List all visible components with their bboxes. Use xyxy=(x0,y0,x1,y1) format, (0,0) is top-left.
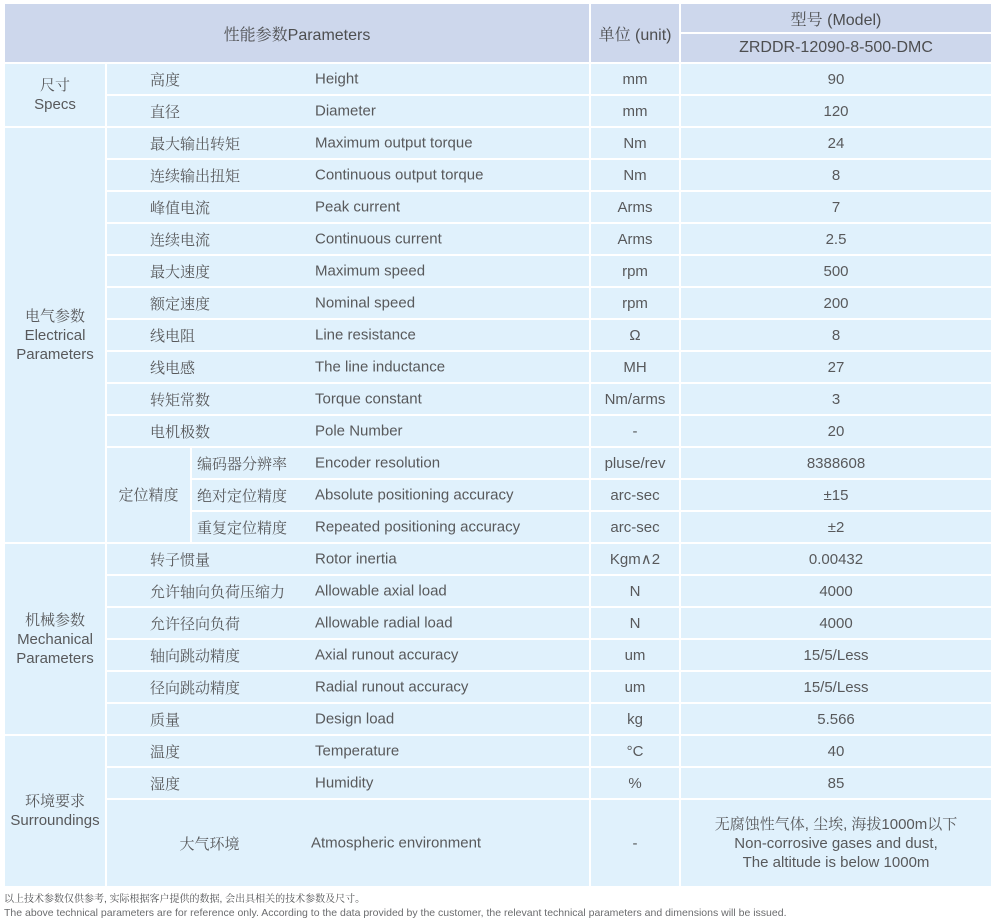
param-cell xyxy=(107,96,589,126)
param-name-zh: 最大速度 xyxy=(150,263,211,281)
table-row xyxy=(5,224,991,254)
table-row xyxy=(5,576,991,606)
section-en: Electrical Parameters xyxy=(16,326,94,363)
table-row xyxy=(5,96,991,126)
param-name-en: Maximum speed xyxy=(315,261,426,279)
table-row xyxy=(5,640,991,670)
section-zh: 环境要求 xyxy=(24,793,85,810)
parameters-header: 性能参数Parameters xyxy=(5,4,589,62)
value-cell: 7 xyxy=(681,192,991,222)
value-cell: ±15 xyxy=(681,480,991,510)
unit-cell: °C xyxy=(591,736,679,766)
footnotes xyxy=(4,893,1000,921)
param-cell xyxy=(107,800,589,886)
spec-table xyxy=(3,2,993,888)
param-cell xyxy=(107,640,589,670)
unit-cell: rpm xyxy=(591,256,679,286)
param-name-en: Temperature xyxy=(315,741,400,759)
param-name-en: Continuous current xyxy=(315,229,442,247)
param-cell xyxy=(192,512,589,542)
unit-cell: Nm xyxy=(591,128,679,158)
value-cell: 4000 xyxy=(681,608,991,638)
param-cell xyxy=(107,256,589,286)
param-name-zh: 转矩常数 xyxy=(150,391,211,409)
section-zh: 机械参数 xyxy=(24,611,85,629)
param-name-en: Maximum output torque xyxy=(315,133,473,151)
unit-cell: N xyxy=(591,576,679,606)
param-cell xyxy=(107,384,589,414)
unit-cell: Arms xyxy=(591,224,679,254)
param-name-zh: 直径 xyxy=(150,103,181,121)
param-name-en: Axial runout accuracy xyxy=(315,645,459,663)
unit-cell: arc-sec xyxy=(591,512,679,542)
value-line: The altitude is below 1000m xyxy=(742,853,930,871)
unit-cell: kg xyxy=(591,704,679,734)
unit-cell: Arms xyxy=(591,192,679,222)
param-name-en: Peak current xyxy=(315,197,401,215)
param-name-en: Radial runout accuracy xyxy=(315,677,469,695)
value-cell: 200 xyxy=(681,288,991,318)
table-row xyxy=(5,128,991,158)
param-cell xyxy=(107,768,589,798)
param-name-zh: 峰值电流 xyxy=(150,199,211,217)
param-name-en: Diameter xyxy=(315,101,376,119)
value-cell: 120 xyxy=(681,96,991,126)
unit-cell: rpm xyxy=(591,288,679,318)
param-name-en: Humidity xyxy=(315,773,374,791)
param-cell xyxy=(107,64,589,94)
table-row xyxy=(5,352,991,382)
section-en: Mechanical Parameters xyxy=(16,630,94,667)
param-cell xyxy=(107,320,589,350)
param-name-zh: 温度 xyxy=(150,743,181,761)
table-row xyxy=(5,768,991,798)
param-cell xyxy=(107,224,589,254)
subgroup-cell-positioning-accuracy: 定位精度 xyxy=(107,448,190,542)
table-header-row xyxy=(5,4,991,32)
param-name-zh: 径向跳动精度 xyxy=(150,679,241,697)
table-row xyxy=(5,256,991,286)
unit-cell: um xyxy=(591,640,679,670)
section-cell-specs xyxy=(5,64,105,126)
unit-cell: MH xyxy=(591,352,679,382)
value-cell: 5.566 xyxy=(681,704,991,734)
table-row xyxy=(5,736,991,766)
value-cell: 85 xyxy=(681,768,991,798)
value-cell: 15/5/Less xyxy=(681,640,991,670)
param-name-zh: 线电感 xyxy=(150,359,196,377)
unit-cell: um xyxy=(591,672,679,702)
param-name-zh: 质量 xyxy=(150,711,181,729)
param-name-en: Rotor inertia xyxy=(315,549,397,567)
value-cell: 3 xyxy=(681,384,991,414)
table-row xyxy=(5,384,991,414)
param-name-zh: 转子惯量 xyxy=(150,551,211,569)
param-cell xyxy=(107,160,589,190)
param-name-en: Atmospheric environment xyxy=(311,833,482,851)
param-name-en: Allowable radial load xyxy=(315,613,453,631)
value-cell: 0.00432 xyxy=(681,544,991,574)
section-cell-mechanical xyxy=(5,544,105,734)
value-cell: 90 xyxy=(681,64,991,94)
param-name-en: The line inductance xyxy=(315,357,446,375)
table-row xyxy=(5,672,991,702)
param-name-en: Height xyxy=(315,69,359,87)
param-cell xyxy=(107,736,589,766)
unit-cell: mm xyxy=(591,96,679,126)
unit-cell: mm xyxy=(591,64,679,94)
param-cell xyxy=(107,192,589,222)
table-row xyxy=(5,192,991,222)
table-row xyxy=(5,448,991,478)
unit-cell: N xyxy=(591,608,679,638)
unit-cell: Kgm∧2 xyxy=(591,544,679,574)
param-name-zh: 轴向跳动精度 xyxy=(150,647,241,665)
param-name-en: Continuous output torque xyxy=(315,165,484,183)
unit-cell: pluse/rev xyxy=(591,448,679,478)
table-row xyxy=(5,608,991,638)
table-row xyxy=(5,288,991,318)
param-name-zh: 连续输出扭矩 xyxy=(150,167,241,185)
param-cell xyxy=(107,608,589,638)
section-zh: 电气参数 xyxy=(24,307,85,325)
unit-cell: Ω xyxy=(591,320,679,350)
param-cell xyxy=(107,416,589,446)
param-name-zh: 最大输出转矩 xyxy=(150,135,241,153)
param-name-zh: 允许轴向负荷压缩力 xyxy=(150,583,286,601)
model-value: ZRDDR-12090-8-500-DMC xyxy=(681,34,991,62)
unit-header: 单位 (unit) xyxy=(591,4,679,62)
value-cell: 8 xyxy=(681,160,991,190)
param-name-zh: 线电阻 xyxy=(150,327,196,345)
value-cell xyxy=(681,800,991,886)
param-name-zh: 连续电流 xyxy=(150,231,211,249)
section-cell-surroundings xyxy=(5,736,105,886)
param-name-zh: 编码器分辨率 xyxy=(197,455,288,473)
value-line: Non-corrosive gases and dust, xyxy=(734,834,938,852)
value-cell: 24 xyxy=(681,128,991,158)
value-cell: 4000 xyxy=(681,576,991,606)
table-row xyxy=(5,320,991,350)
table-row xyxy=(5,544,991,574)
param-cell xyxy=(107,352,589,382)
param-name-zh: 湿度 xyxy=(150,775,181,793)
value-cell: 8388608 xyxy=(681,448,991,478)
param-name-en: Pole Number xyxy=(315,421,403,439)
value-cell: ±2 xyxy=(681,512,991,542)
table-row xyxy=(5,416,991,446)
unit-cell: % xyxy=(591,768,679,798)
param-name-en: Allowable axial load xyxy=(315,581,447,599)
param-name-en: Absolute positioning accuracy xyxy=(315,485,514,503)
param-name-en: Torque constant xyxy=(315,389,422,407)
param-cell xyxy=(107,288,589,318)
param-name-zh: 额定速度 xyxy=(150,295,211,313)
param-name-en: Encoder resolution xyxy=(315,453,441,471)
param-cell xyxy=(107,576,589,606)
table-row xyxy=(5,64,991,94)
footnote-zh: 以上技术参数仅供参考, 实际根据客户提供的数据, 会出具相关的技术参数及尺寸。 xyxy=(4,894,366,905)
value-cell: 40 xyxy=(681,736,991,766)
section-zh: 尺寸 xyxy=(39,77,70,94)
footnote-en: The above technical parameters are for reference only. According to the data provided by the customer, the relevant technical parameters and dimensions will be issued. xyxy=(4,907,787,919)
value-cell: 20 xyxy=(681,416,991,446)
value-cell: 2.5 xyxy=(681,224,991,254)
unit-cell: arc-sec xyxy=(591,480,679,510)
param-name-zh: 允许径向负荷 xyxy=(150,615,241,633)
param-name-en: Line resistance xyxy=(315,325,416,343)
table-row xyxy=(5,800,991,886)
param-name-en: Repeated positioning accuracy xyxy=(315,517,521,535)
param-cell xyxy=(107,128,589,158)
unit-cell: - xyxy=(591,416,679,446)
model-header: 型号 (Model) xyxy=(681,4,991,32)
unit-cell: Nm xyxy=(591,160,679,190)
param-name-zh: 电机极数 xyxy=(150,423,211,441)
value-cell: 500 xyxy=(681,256,991,286)
table-row xyxy=(5,704,991,734)
value-cell: 15/5/Less xyxy=(681,672,991,702)
section-en: Specs xyxy=(34,96,76,113)
value-cell: 27 xyxy=(681,352,991,382)
param-name-en: Design load xyxy=(315,709,395,727)
param-cell xyxy=(107,704,589,734)
param-cell xyxy=(192,448,589,478)
param-name-zh: 绝对定位精度 xyxy=(197,487,288,505)
value-line: 无腐蚀性气体, 尘埃, 海拔1000m以下 xyxy=(714,815,958,833)
param-name-en: Nominal speed xyxy=(315,293,416,311)
unit-cell: - xyxy=(591,800,679,886)
param-cell xyxy=(107,672,589,702)
value-cell: 8 xyxy=(681,320,991,350)
param-name-zh: 高度 xyxy=(150,71,181,89)
table-row xyxy=(5,160,991,190)
param-cell xyxy=(192,480,589,510)
section-cell-electrical xyxy=(5,128,105,542)
unit-cell: Nm/arms xyxy=(591,384,679,414)
param-name-zh: 大气环境 xyxy=(179,835,240,853)
param-name-zh: 重复定位精度 xyxy=(197,519,288,537)
section-en: Surroundings xyxy=(10,812,100,829)
param-cell xyxy=(107,544,589,574)
